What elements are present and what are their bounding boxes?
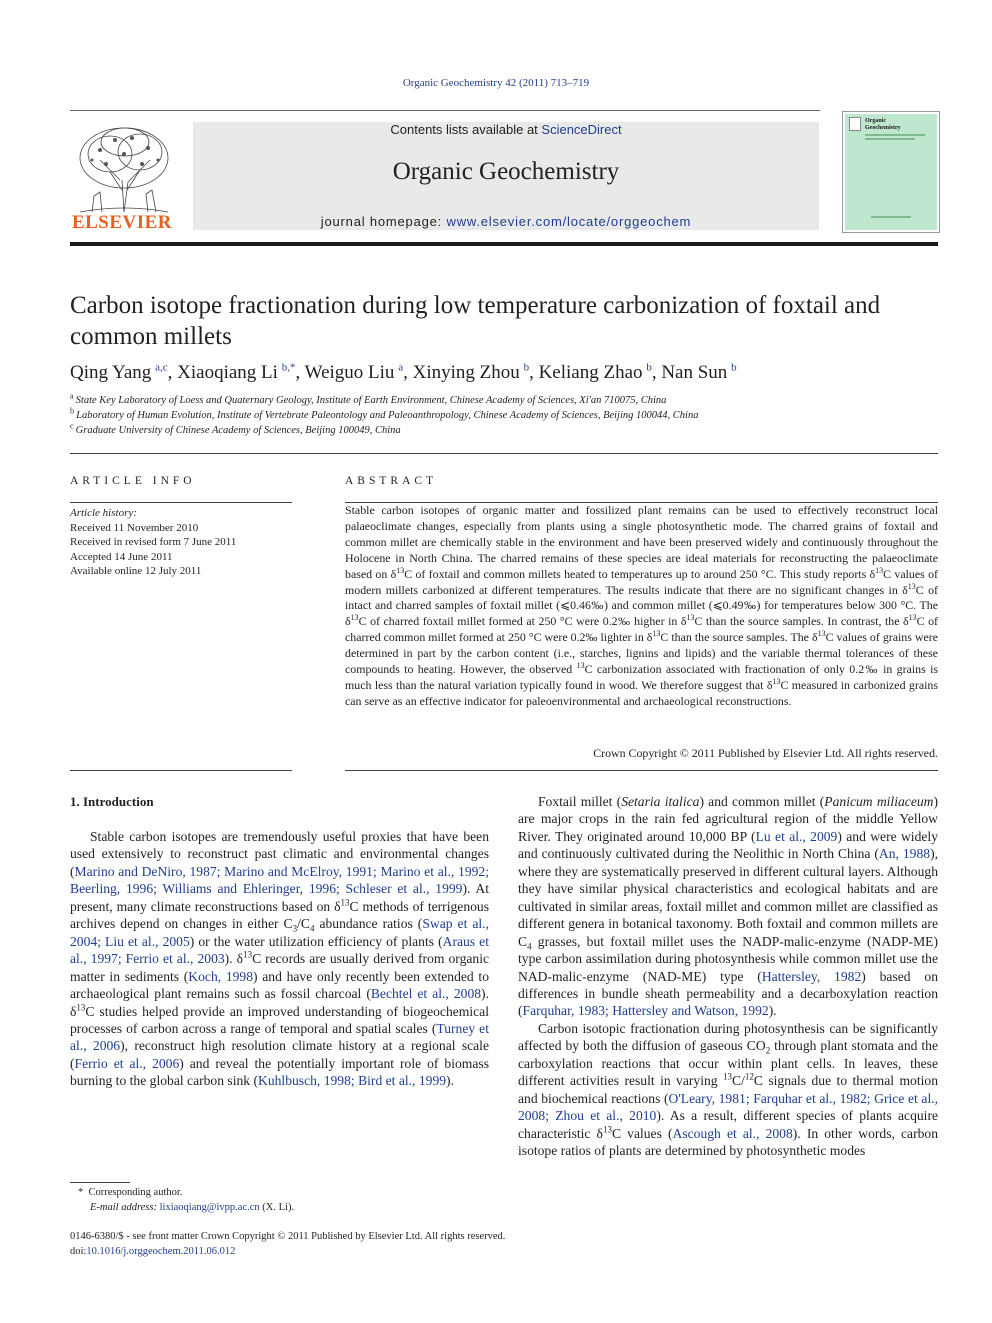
section-rule xyxy=(70,453,938,454)
doi-link[interactable]: 10.1016/j.orggeochem.2011.06.012 xyxy=(86,1245,236,1257)
body-column-right: Foxtail millet (Setaria italica) and common millet (Panicum miliaceum) are major crops in the rain fed agricultural region of the middle Yellow River. They originated around 10,000 BP (Lu et al., 2009) and were widely and continuously cultivated during the Neolithic in North China (An, 1988), where they are systematically preserved in different cultural layers. Although they have similar physical characteristics and ecological habitats and are cultivated in similar areas, foxtail millet and common millet are classified as different genera in botanical taxonomy. Both foxtail and common millets are $C_4$ grasses, but foxtail millet uses the NADP-malic-enzyme (NADP-ME) type carbon assimilation during photosynthesis while common millet use the NAD-malic-enzyme (NAD-ME) type (Hattersley, 1982) based on differences in bundle sheath permeability and a decarboxylation reaction (Farquhar, 1983; Hattersley and Watson, 1992). Carbon isotopic fractionation during photosynthesis can be significantly affected by both the diffusion of gaseous $CO_2$ through plant stomata and the carboxylation reactions that occur within plant cells. In leaves, these different activities result in varying $^{13}$C/$^{12}$C signals due to thermal motion and biochemical reactions (O'Leary, 1981; Farquhar et al., 1982; Grice et al., 2008; Zhou et al., 2010). As a result, different species of plants acquire characteristic $\delta^{13}C$ values (Ascough et al., 2008). In other words, carbon isotope ratios of plants are determined by photosynthetic modes xyxy=(518,794,939,1159)
footnote-rule xyxy=(70,1182,130,1183)
citation-link[interactable]: Kuhlbusch, 1998; Bird et al., 1999 xyxy=(258,1073,447,1089)
citation-link[interactable]: Hattersley, 1982 xyxy=(761,968,862,984)
author[interactable]: Keliang Zhao $^b$ xyxy=(538,361,652,383)
citation-link[interactable]: An, 1988 xyxy=(878,846,931,862)
article-info-heading: ARTICLE INFO xyxy=(70,475,196,487)
body-column-left: Stable carbon isotopes are tremendously useful proxies that have been used extensively to reconstruct past climatic and environmental changes (Marino and DeNiro, 1987; Marino and McElroy, 1991; Marino et al., 1992; Beerling, 1996; Williams and Ehleringer, 1996; Schleser et al., 1999). At present, many climate reconstructions based on $\delta^{13}C$ methods of terrigenous archives depend on changes in either $C_3/C_4$ abundance ratios (Swap et al., 2004; Liu et al., 2005) or the water utilization efficiency of plants (Araus et al., 1997; Ferrio et al., 2003). $\delta^{13}C$ records are usually derived from organic matter in sediments (Koch, 1998) and have only recently been extended to archaeological plant remains such as fossil charcoal (Bechtel et al., 2008). $\delta^{13}C$ studies helped provide an improved understanding of biogeochemical processes of carbon across a range of temporal and spatial scales (Turney et al., 2006), reconstruct high resolution climate history at a regional scale (Ferrio et al., 2006) and reveal the potentially important role of biomass burning to the global carbon sink (Kuhlbusch, 1998; Bird et al., 1999). xyxy=(70,829,490,1089)
article-info-bottom-rule xyxy=(70,770,292,771)
author[interactable]: Xinying Zhou $^b$ xyxy=(412,361,530,383)
sciencedirect-link[interactable]: ScienceDirect xyxy=(541,122,622,137)
affiliation: $^b$ Laboratory of Human Evolution, Institute of Vertebrate Paleontology and Paleoanthropology, Chinese Academy of Sciences, Beijing 100044, China xyxy=(70,406,699,421)
author[interactable]: Weiguo Liu $^a$ xyxy=(304,361,404,383)
abstract-text: Stable carbon isotopes of organic matter and fossilized plant remains can be used to effectively reconstruct local palaeoclimate changes, especially from plants using a single photosynthetic mode. The charred grains of foxtail and common millet are chemically stable in the environment and have been preserved widely and continuously throughout the Holocene in North China. The charred remains of these species are ideal materials for reconstructing the palaeoclimate based on $\delta^{13}C$ of foxtail and common millets heated to temperatures up to around 250 °C. This study reports $\delta^{13}C$ values of modern millets carbonized at different temperatures. The results indicate that there are no significant changes in $\delta^{13}C$ of intact and charred samples of foxtail millet (⩽0.46‰) and common millet (⩽0.49‰) for temperatures below 300 °C. The $\delta^{13}C$ of charred foxtail millet formed at 250 °C were 0.2‰ higher in $\delta^{13}C$ than the source samples. In contrast, the $\delta^{13}C$ of charred common millet formed at 250 °C were 0.2‰ lighter in $\delta^{13}C$ than the source samples. The $\delta^{13}C$ values of grains were determined in part by the carbon content (i.e., starches, lignins and lipids) and the variable thermal tolerances of these compounds to heating. However, the observed $^{13}$C carbonization associated with fractionation of only 0.2‰ in grains is much less than the natural variation typically found in wood. We therefore suggest that $\delta^{13}C$ measured in carbonized grains can serve as an effective indicator for paleoenvironmental and archaeological reconstructions. xyxy=(345,503,939,708)
contents-line: Contents lists available at ScienceDirect xyxy=(390,122,622,137)
corresponding-author-footnote: * Corresponding author. E-mail address: lixiaoqiang@ivpp.ac.cn (X. Li). xyxy=(78,1187,295,1213)
author[interactable]: Nan Sun $^b$ xyxy=(661,361,737,383)
article-title: Carbon isotope fractionation during low temperature carbonization of foxtail and common millets xyxy=(70,292,881,350)
author[interactable]: Qing Yang $^{a,c}$ xyxy=(70,361,168,383)
author-list: Qing Yang $^{a,c}$, Xiaoqiang Li $^{b,*}$, Weiguo Liu $^a$, Xinying Zhou $^b$, Keliang Zhao $^b$, Nan Sun $^b$ xyxy=(70,361,737,383)
citation-link[interactable]: Swap et al., 2004; Liu et al., 2005 xyxy=(70,916,489,949)
citation-link[interactable]: Farquhar, 1983; Hattersley and Watson, 1992 xyxy=(522,1003,769,1019)
citation-link[interactable]: Ascough et al., 2008 xyxy=(672,1125,793,1141)
citation-link[interactable]: O'Leary, 1981; Farquhar et al., 1982; Grice et al., 2008; Zhou et al., 2010 xyxy=(518,1090,939,1124)
cover-title: Organic Geochemistry xyxy=(865,118,901,131)
header-bottom-rule xyxy=(70,242,938,246)
citation-link[interactable]: Lu et al., 2009 xyxy=(755,828,838,844)
abstract-bottom-rule xyxy=(345,770,938,771)
author[interactable]: Xiaoqiang Li $^{b,*}$ xyxy=(177,361,296,383)
abstract-copyright: Crown Copyright © 2011 Published by Elsevier Ltd. All rights reserved. xyxy=(593,746,938,760)
introduction-heading: 1. Introduction xyxy=(70,794,154,809)
email-link[interactable]: lixiaoqiang@ivpp.ac.cn xyxy=(159,1201,260,1213)
affiliation: $^c$ Graduate University of Chinese Academy of Sciences, Beijing 100049, China xyxy=(70,421,401,436)
citation-link[interactable]: Marino and DeNiro, 1987; Marino and McElroy, 1991; Marino et al., 1992; Beerling, 1996; Williams and Ehleringer, 1996; Schleser et al., 1999 xyxy=(70,863,489,897)
citation-link[interactable]: Araus et al., 1997; Ferrio et al., 2003 xyxy=(70,933,489,967)
journal-reference[interactable]: Organic Geochemistry 42 (2011) 713–719 xyxy=(402,77,590,89)
homepage-link[interactable]: www.elsevier.com/locate/orggeochem xyxy=(446,214,692,229)
publication-info: 0146-6380/$ - see front matter Crown Copyright © 2011 Published by Elsevier Ltd. All rights reserved. doi:10.1016/j.orggeochem.2011.06.012 xyxy=(70,1231,506,1257)
affiliation: $^a$ State Key Laboratory of Loess and Quaternary Geology, Institute of Earth Environment, Chinese Academy of Sciences, Xi'an 710075, China xyxy=(70,391,667,406)
citation-link[interactable]: Bechtel et al., 2008 xyxy=(370,986,482,1002)
journal-cover-thumbnail[interactable] xyxy=(842,111,940,233)
header-top-rule xyxy=(70,110,820,111)
journal-title: Organic Geochemistry xyxy=(392,158,620,185)
article-history: Article history: Received 11 November 2010 Received in revised form 7 June 2011 Accepted 14 June 2011 Available online 12 July 2011 xyxy=(70,507,237,577)
journal-homepage: journal homepage: www.elsevier.com/locate/orggeochem xyxy=(320,214,692,229)
journal-header-box xyxy=(193,122,819,230)
abstract-heading: ABSTRACT xyxy=(345,475,438,487)
citation-link[interactable]: Turney et al., 2006 xyxy=(70,1020,489,1054)
elsevier-wordmark: ELSEVIER xyxy=(71,212,173,233)
article-info-rule xyxy=(70,502,292,503)
citation-link[interactable]: Ferrio et al., 2006 xyxy=(74,1055,180,1071)
citation-link[interactable]: Koch, 1998 xyxy=(188,968,254,984)
